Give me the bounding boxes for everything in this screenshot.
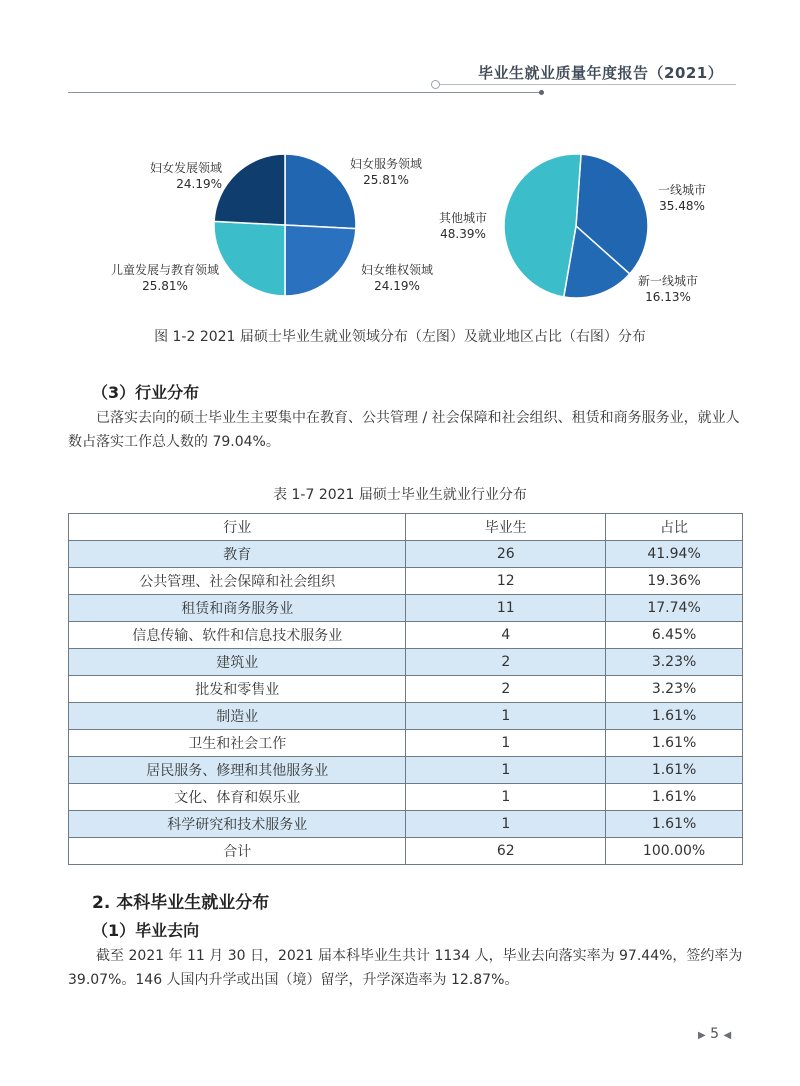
cell-graduates: 2 — [406, 649, 606, 676]
cell-graduates: 1 — [406, 703, 606, 730]
cell-industry: 制造业 — [69, 703, 406, 730]
table-row — [69, 649, 743, 676]
cell-ratio: 41.94% — [606, 541, 743, 568]
domain-pie-slice-3 — [214, 154, 285, 225]
cell-graduates: 1 — [406, 784, 606, 811]
paragraph-text: 截至 2021 年 11 月 30 日，2021 届本科毕业生共计 1134 人，毕业去向落实率为 97.44%，签约率为 39.07%。146 人国内升学或出国（境）留学，升学深造率为 12.87%。 — [68, 948, 743, 988]
cell-industry: 科学研究和技术服务业 — [69, 811, 406, 838]
cell-graduates: 2 — [406, 676, 606, 703]
cell-ratio: 19.36% — [606, 568, 743, 595]
section-industry-paragraph — [68, 406, 748, 454]
cell-graduates: 12 — [406, 568, 606, 595]
header-rule-dot — [539, 90, 544, 95]
cell-industry: 建筑业 — [69, 649, 406, 676]
pie-label-tier1-city: 一线城市 35.48% — [657, 183, 706, 213]
cell-industry: 合计 — [69, 838, 406, 865]
header-rule-circle — [431, 80, 440, 89]
section-heading-destination: （1）毕业去向 — [92, 921, 200, 940]
cell-ratio: 1.61% — [606, 757, 743, 784]
table-caption: 表 1-7 2021 届硕士毕业生就业行业分布 — [273, 487, 527, 503]
cell-industry: 文化、体育和娱乐业 — [69, 784, 406, 811]
cell-ratio: 1.61% — [606, 811, 743, 838]
triangle-left-icon: ◀ — [723, 1030, 732, 1041]
cell-graduates: 1 — [406, 811, 606, 838]
pie-label-women-development: 妇女发展领域 24.19% — [149, 161, 222, 191]
header-rule-bottom — [68, 92, 540, 93]
figure-caption: 图 1-2 2021 届硕士毕业生就业领域分布（左图）及就业地区占比（右图）分布 — [154, 329, 646, 345]
table-header-row — [69, 514, 743, 541]
cell-graduates: 62 — [406, 838, 606, 865]
cell-industry: 批发和零售业 — [69, 676, 406, 703]
pie-chart-domain — [214, 154, 356, 296]
table-row — [69, 541, 743, 568]
page-number-value: 5 — [710, 1026, 720, 1042]
cell-industry: 教育 — [69, 541, 406, 568]
pie-chart-region — [504, 154, 648, 298]
cell-ratio: 3.23% — [606, 649, 743, 676]
cell-graduates: 11 — [406, 595, 606, 622]
table-row — [69, 730, 743, 757]
table-row — [69, 568, 743, 595]
cell-ratio: 1.61% — [606, 784, 743, 811]
pie-label-other-city: 其他城市 48.39% — [438, 211, 487, 241]
section-undergrad-paragraph — [68, 944, 748, 992]
table-row — [69, 811, 743, 838]
table-row — [69, 595, 743, 622]
cell-industry: 租赁和商务服务业 — [69, 595, 406, 622]
cell-industry: 居民服务、修理和其他服务业 — [69, 757, 406, 784]
cell-graduates: 1 — [406, 730, 606, 757]
table-row — [69, 703, 743, 730]
section-heading-undergrad: 2. 本科毕业生就业分布 — [92, 893, 270, 913]
paragraph-text: 已落实去向的硕士毕业生主要集中在教育、公共管理 / 社会保障和社会组织、租赁和商务服务业，就业人数占落实工作总人数的 79.04%。 — [68, 410, 740, 450]
cell-ratio: 1.61% — [606, 730, 743, 757]
col-header-graduates: 毕业生 — [406, 514, 606, 541]
cell-graduates: 26 — [406, 541, 606, 568]
running-header-title: 毕业生就业质量年度报告（2021） — [478, 64, 724, 82]
section-heading-industry: （3）行业分布 — [92, 383, 200, 402]
table-row — [69, 838, 743, 865]
pie-label-child-education: 儿童发展与教育领域 25.81% — [110, 263, 219, 293]
domain-pie-slice-1 — [285, 225, 356, 296]
header-rule-top — [440, 84, 736, 85]
cell-industry: 公共管理、社会保障和社会组织 — [69, 568, 406, 595]
pie-label-women-rights: 妇女维权领域 24.19% — [360, 263, 433, 293]
col-header-ratio: 占比 — [606, 514, 743, 541]
cell-ratio: 6.45% — [606, 622, 743, 649]
cell-ratio: 1.61% — [606, 703, 743, 730]
cell-industry: 卫生和社会工作 — [69, 730, 406, 757]
table-row — [69, 784, 743, 811]
cell-ratio: 17.74% — [606, 595, 743, 622]
table-row — [69, 757, 743, 784]
page-number — [698, 1026, 731, 1042]
pie-label-new-tier1-city: 新一线城市 16.13% — [637, 274, 698, 304]
cell-ratio: 100.00% — [606, 838, 743, 865]
cell-graduates: 4 — [406, 622, 606, 649]
pie-label-women-service: 妇女服务领域 25.81% — [349, 157, 422, 187]
cell-industry: 信息传输、软件和信息技术服务业 — [69, 622, 406, 649]
col-header-industry: 行业 — [69, 514, 406, 541]
industry-table — [68, 513, 743, 865]
cell-graduates: 1 — [406, 757, 606, 784]
table-row — [69, 622, 743, 649]
cell-ratio: 3.23% — [606, 676, 743, 703]
table-row — [69, 676, 743, 703]
triangle-right-icon: ▶ — [698, 1030, 706, 1041]
